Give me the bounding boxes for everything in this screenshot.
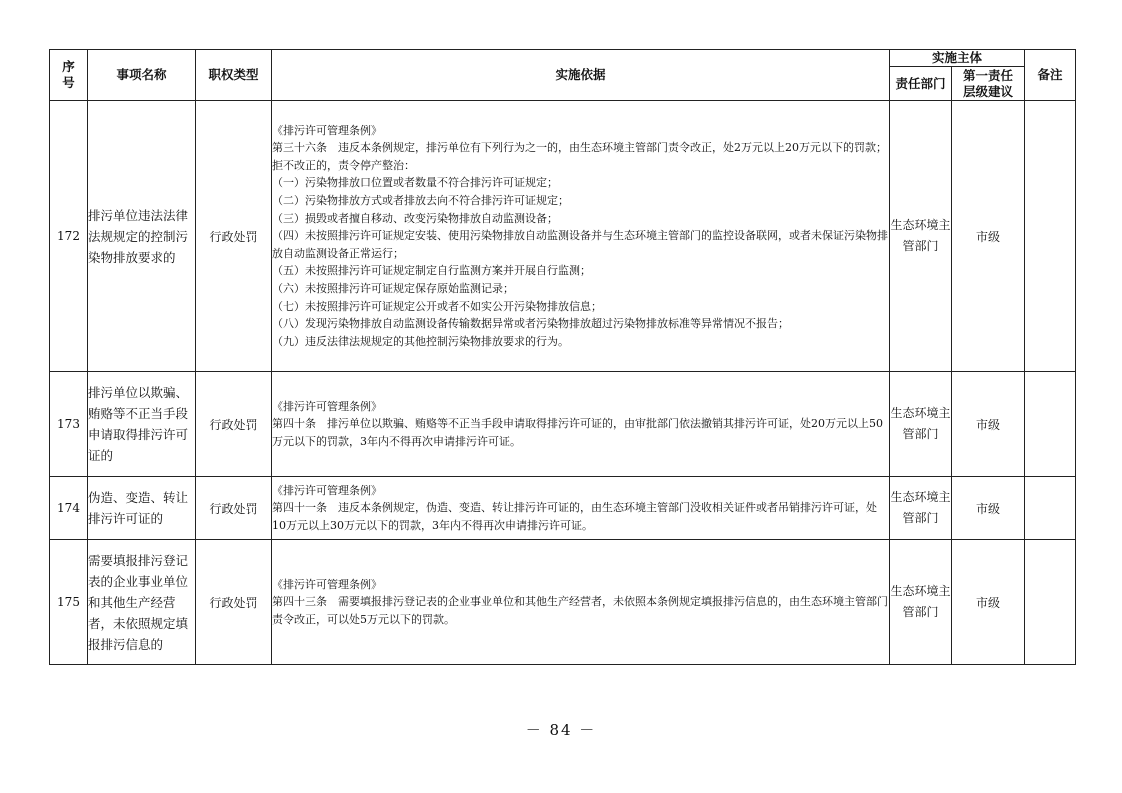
header-level: 第一责任层级建议 [952, 67, 1025, 101]
basis-line: 第四十一条 违反本条例规定，伪造、变造、转让排污许可证的，由生态环境主管部门没收相关证件或者吊销排污许可证，处10万元以上30万元以下的罚款，3年内不得再次申请排污许可证。 [272, 501, 877, 532]
enforcement-items-table [49, 49, 1076, 665]
row-remark [1025, 372, 1076, 477]
row-dept: 生态环境主管部门 [890, 101, 952, 372]
page-number: － 84 － [525, 721, 597, 739]
table-row [50, 101, 1076, 372]
basis-line: （五）未按照排污许可证规定制定自行监测方案并开展自行监测； [272, 264, 591, 278]
row-seq: 174 [50, 477, 88, 540]
row-power-type: 行政处罚 [196, 372, 272, 477]
row-item-name: 伪造、变造、转让排污许可证的 [88, 477, 196, 540]
row-remark [1025, 540, 1076, 665]
row-level: 市级 [952, 477, 1025, 540]
row-seq: 175 [50, 540, 88, 665]
basis-line: 《排污许可管理条例》 [272, 123, 382, 137]
row-dept: 生态环境主管部门 [890, 540, 952, 665]
header-dept: 责任部门 [890, 67, 952, 101]
row-basis [272, 477, 890, 540]
row-item-name: 需要填报排污登记表的企业事业单位和其他生产经营者，未依照规定填报排污信息的 [88, 540, 196, 665]
row-dept: 生态环境主管部门 [890, 372, 952, 477]
table-header [50, 50, 1076, 101]
basis-line: （九）违反法律法规规定的其他控制污染物排放要求的行为。 [272, 334, 569, 348]
row-power-type: 行政处罚 [196, 101, 272, 372]
row-seq: 172 [50, 101, 88, 372]
basis-line: 《排污许可管理条例》 [272, 399, 382, 413]
header-item-name: 事项名称 [88, 50, 196, 101]
row-seq: 173 [50, 372, 88, 477]
basis-line: 《排污许可管理条例》 [272, 483, 382, 497]
row-basis [272, 372, 890, 477]
row-level: 市级 [952, 372, 1025, 477]
row-level: 市级 [952, 540, 1025, 665]
basis-line: （三）损毁或者擅自移动、改变污染物排放自动监测设备； [272, 211, 558, 225]
table-row [50, 372, 1076, 477]
row-remark [1025, 101, 1076, 372]
row-basis [272, 101, 890, 372]
basis-line: 第四十三条 需要填报排污登记表的企业事业单位和其他生产经营者，未依照本条例规定填报排污信息的，由生态环境主管部门责令改正，可以处5万元以下的罚款。 [272, 595, 888, 626]
table-body [50, 101, 1076, 665]
row-item-name: 排污单位违法法律法规规定的控制污染物排放要求的 [88, 101, 196, 372]
basis-line: 第四十条 排污单位以欺骗、贿赂等不正当手段申请取得排污许可证的，由审批部门依法撤销其排污许可证，处20万元以上50万元以下的罚款，3年内不得再次申请排污许可证。 [272, 417, 883, 448]
row-power-type: 行政处罚 [196, 540, 272, 665]
row-basis [272, 540, 890, 665]
table-row [50, 540, 1076, 665]
header-remark: 备注 [1025, 50, 1076, 101]
basis-line: （八）发现污染物排放自动监测设备传输数据异常或者污染物排放超过污染物排放标准等异常情况不报告； [272, 317, 789, 331]
header-basis: 实施依据 [272, 50, 890, 101]
basis-line: 《排污许可管理条例》 [272, 577, 382, 591]
header-seq: 序号 [50, 50, 88, 101]
table-row [50, 477, 1076, 540]
basis-line: 第三十六条 违反本条例规定，排污单位有下列行为之一的，由生态环境主管部门责令改正，处2万元以上20万元以下的罚款；拒不改正的，责令停产整治： [272, 141, 887, 172]
header-subject: 实施主体 [890, 50, 1025, 67]
row-power-type: 行政处罚 [196, 477, 272, 540]
header-power-type: 职权类型 [196, 50, 272, 101]
row-remark [1025, 477, 1076, 540]
basis-line: （七）未按照排污许可证规定公开或者不如实公开污染物排放信息； [272, 299, 602, 313]
row-dept: 生态环境主管部门 [890, 477, 952, 540]
row-level: 市级 [952, 101, 1025, 372]
basis-line: （六）未按照排污许可证规定保存原始监测记录； [272, 281, 514, 295]
basis-line: （四）未按照排污许可证规定安装、使用污染物排放自动监测设备并与生态环境主管部门的监控设备联网，或者未保证污染物排放自动监测设备正常运行； [272, 229, 888, 260]
basis-line: （一）污染物排放口位置或者数量不符合排污许可证规定； [272, 176, 558, 190]
row-item-name: 排污单位以欺骗、贿赂等不正当手段申请取得排污许可证的 [88, 372, 196, 477]
basis-line: （二）污染物排放方式或者排放去向不符合排污许可证规定； [272, 194, 569, 208]
